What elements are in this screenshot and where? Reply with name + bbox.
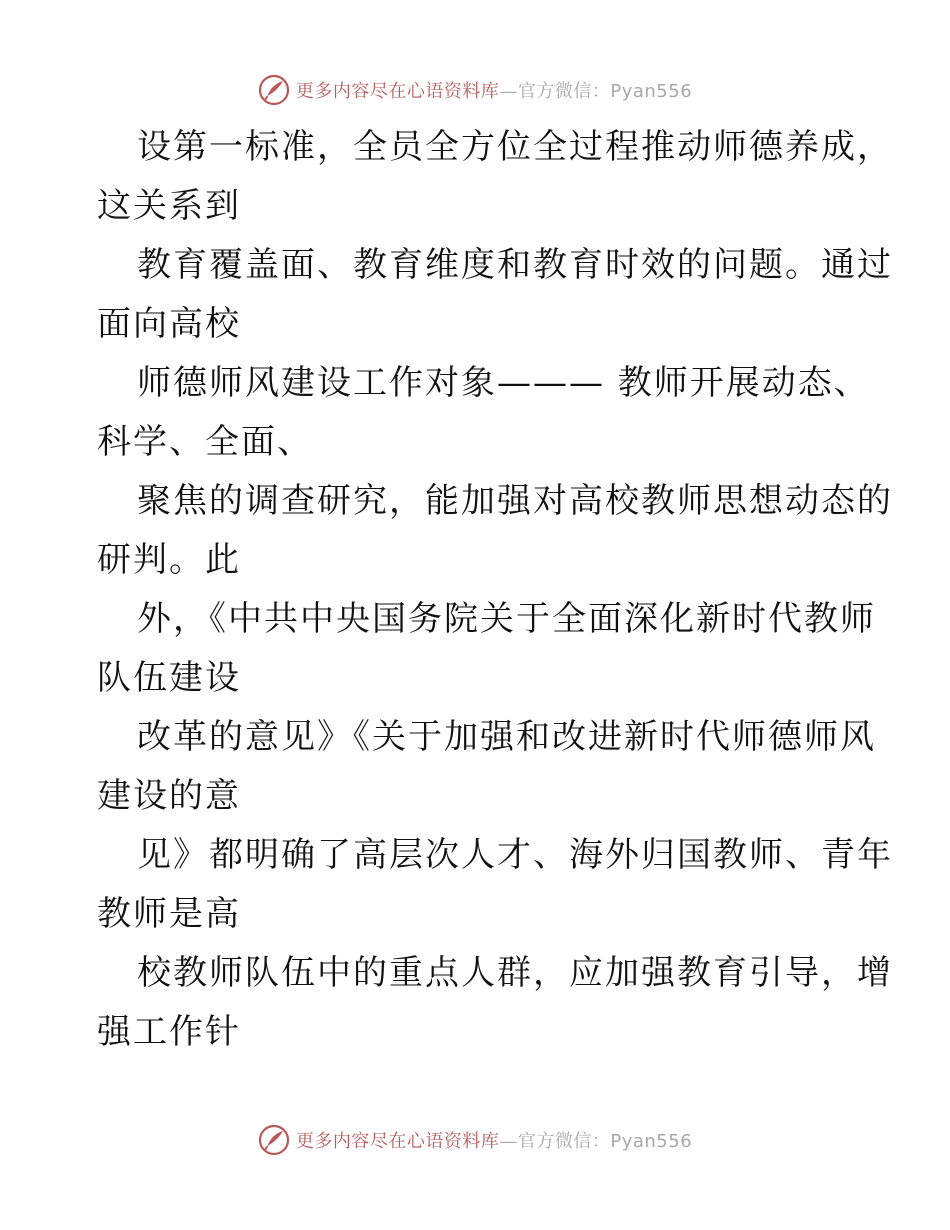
body-line: 校教师队伍中的重点人群，应加强教育引导，增 <box>137 953 893 993</box>
watermark-separator: — <box>499 81 518 102</box>
body-line: 教育覆盖面、教育维度和教育时效的问题。通过 <box>137 245 893 285</box>
body-line: 师德师风建设工作对象——— 教师开展动态、 <box>137 363 870 403</box>
body-line: 科学、全面、 <box>97 422 313 462</box>
body-line: 这关系到 <box>97 186 241 226</box>
watermark-wechat-label: 官方微信： <box>517 81 611 102</box>
watermark-separator: — <box>499 1131 518 1152</box>
body-line: 聚焦的调查研究，能加强对高校教师思想动态的 <box>137 481 893 521</box>
body-line: 队伍建设 <box>97 658 241 698</box>
watermark-brand: 更多内容尽在心语资料库 <box>295 1131 500 1152</box>
body-line: 见》都明确了高层次人才、海外归国教师、青年 <box>137 835 893 875</box>
watermark-wechat-id: Pyan556 <box>610 1131 693 1152</box>
header-watermark <box>0 72 950 108</box>
watermark-wechat-id: Pyan556 <box>610 81 693 102</box>
body-line: 外，《中共中央国务院关于全面深化新时代教师 <box>137 599 876 639</box>
body-line: 设第一标准，全员全方位全过程推动师德养成， <box>137 127 893 167</box>
body-line: 教师是高 <box>97 894 241 934</box>
watermark-brand: 更多内容尽在心语资料库 <box>295 81 500 102</box>
body-line: 建设的意 <box>97 776 241 816</box>
feather-pen-logo-icon <box>258 1124 290 1156</box>
body-line: 面向高校 <box>97 304 241 344</box>
watermark-wechat-label: 官方微信： <box>517 1131 611 1152</box>
body-line: 研判。此 <box>97 540 241 580</box>
feather-pen-logo-icon <box>258 74 290 106</box>
body-line: 强工作针 <box>97 1012 241 1052</box>
document-body <box>97 118 893 1062</box>
footer-watermark <box>0 1122 950 1158</box>
body-line: 改革的意见》《关于加强和改进新时代师德师风 <box>137 717 876 757</box>
